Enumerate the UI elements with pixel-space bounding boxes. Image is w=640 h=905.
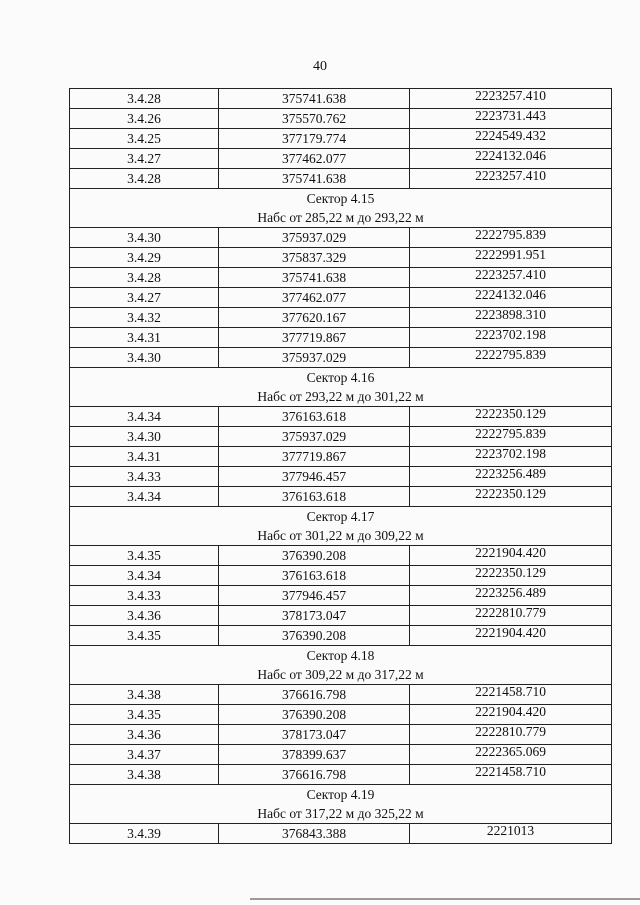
y-coordinate-cell: 2222350.129 <box>475 486 546 501</box>
table-row <box>70 149 612 169</box>
x-coordinate-cell: 377719.867 <box>281 449 347 464</box>
point-id-cell: 3.4.34 <box>127 409 161 424</box>
coordinates-table <box>69 88 612 844</box>
point-id-cell: 3.4.35 <box>127 548 161 563</box>
x-coordinate-cell: 375937.029 <box>281 350 347 365</box>
table-row <box>70 169 612 189</box>
sector-header-row <box>70 646 612 666</box>
point-id-cell: 3.4.31 <box>127 449 161 464</box>
height-range-row <box>70 665 612 685</box>
x-coordinate-cell: 375937.029 <box>281 230 347 245</box>
x-coordinate-cell: 376843.388 <box>281 826 347 841</box>
table-row <box>70 308 612 328</box>
y-coordinate-cell: 2223898.310 <box>475 307 546 322</box>
x-coordinate-cell: 376163.618 <box>281 409 347 424</box>
x-coordinate-cell: 376390.208 <box>281 628 347 643</box>
point-id-cell: 3.4.37 <box>127 747 161 762</box>
sector-title: Сектор 4.18 <box>70 646 612 666</box>
table-row <box>70 447 612 467</box>
point-id-cell: 3.4.32 <box>127 310 161 325</box>
point-id-cell: 3.4.35 <box>127 707 161 722</box>
point-id-cell: 3.4.29 <box>127 250 161 265</box>
x-coordinate-cell: 377179.774 <box>281 131 347 146</box>
height-range: Набс от 317,22 м до 325,22 м <box>70 804 612 824</box>
point-id-cell: 3.4.28 <box>127 171 161 186</box>
x-coordinate-cell: 376616.798 <box>281 767 347 782</box>
point-id-cell: 3.4.34 <box>127 489 161 504</box>
x-coordinate-cell: 377719.867 <box>281 330 347 345</box>
y-coordinate-cell: 2221458.710 <box>475 764 546 779</box>
x-coordinate-cell: 377462.077 <box>281 290 347 305</box>
point-id-cell: 3.4.38 <box>127 687 161 702</box>
table-row <box>70 407 612 427</box>
height-range-row <box>70 526 612 546</box>
table-row <box>70 89 612 109</box>
y-coordinate-cell: 2222810.779 <box>475 605 546 620</box>
y-coordinate-cell: 2224132.046 <box>475 287 546 302</box>
height-range: Набс от 285,22 м до 293,22 м <box>70 208 612 228</box>
table-row <box>70 228 612 248</box>
height-range: Набс от 301,22 м до 309,22 м <box>70 526 612 546</box>
table-row <box>70 268 612 288</box>
point-id-cell: 3.4.27 <box>127 151 161 166</box>
table-row <box>70 685 612 705</box>
x-coordinate-cell: 375837.329 <box>281 250 347 265</box>
y-coordinate-cell: 2221458.710 <box>475 684 546 699</box>
sector-title: Сектор 4.16 <box>70 368 612 388</box>
table-row <box>70 606 612 626</box>
y-coordinate-cell: 2222365.069 <box>475 744 546 759</box>
table-row <box>70 328 612 348</box>
y-coordinate-cell: 2223257.410 <box>475 88 546 103</box>
table-row <box>70 824 612 844</box>
page-number: 40 <box>313 59 327 74</box>
point-id-cell: 3.4.34 <box>127 568 161 583</box>
table-row <box>70 765 612 785</box>
x-coordinate-cell: 376390.208 <box>281 548 347 563</box>
x-coordinate-cell: 376163.618 <box>281 489 347 504</box>
y-coordinate-cell: 2223702.198 <box>475 327 546 342</box>
y-coordinate-cell: 2222350.129 <box>475 565 546 580</box>
x-coordinate-cell: 376616.798 <box>281 687 347 702</box>
y-coordinate-cell: 2222795.839 <box>475 227 546 242</box>
table-row <box>70 109 612 129</box>
y-coordinate-cell: 2222350.129 <box>475 406 546 421</box>
table-row <box>70 348 612 368</box>
table-row <box>70 129 612 149</box>
table-row <box>70 288 612 308</box>
point-id-cell: 3.4.36 <box>127 727 161 742</box>
x-coordinate-cell: 375741.638 <box>281 270 347 285</box>
height-range: Набс от 293,22 м до 301,22 м <box>70 387 612 407</box>
x-coordinate-cell: 376390.208 <box>281 707 347 722</box>
point-id-cell: 3.4.33 <box>127 588 161 603</box>
table-row <box>70 586 612 606</box>
height-range-row <box>70 804 612 824</box>
y-coordinate-cell: 2221904.420 <box>475 545 546 560</box>
y-coordinate-cell: 2222795.839 <box>475 426 546 441</box>
sector-header-row <box>70 785 612 805</box>
x-coordinate-cell: 378173.047 <box>281 727 347 742</box>
y-coordinate-cell: 2223256.489 <box>475 585 546 600</box>
point-id-cell: 3.4.25 <box>127 131 161 146</box>
point-id-cell: 3.4.26 <box>127 111 161 126</box>
table-row <box>70 467 612 487</box>
point-id-cell: 3.4.33 <box>127 469 161 484</box>
table-row <box>70 427 612 447</box>
point-id-cell: 3.4.38 <box>127 767 161 782</box>
point-id-cell: 3.4.39 <box>127 826 161 841</box>
x-coordinate-cell: 378173.047 <box>281 608 347 623</box>
point-id-cell: 3.4.28 <box>127 91 161 106</box>
table-row <box>70 487 612 507</box>
table-row <box>70 745 612 765</box>
point-id-cell: 3.4.28 <box>127 270 161 285</box>
x-coordinate-cell: 375937.029 <box>281 429 347 444</box>
y-coordinate-cell: 2222991.951 <box>475 247 546 262</box>
x-coordinate-cell: 375741.638 <box>281 171 347 186</box>
x-coordinate-cell: 377946.457 <box>281 588 347 603</box>
y-coordinate-cell: 2224549.432 <box>475 128 546 143</box>
height-range: Набс от 309,22 м до 317,22 м <box>70 665 612 685</box>
x-coordinate-cell: 375741.638 <box>281 91 347 106</box>
y-coordinate-cell: 2222795.839 <box>475 347 546 362</box>
x-coordinate-cell: 377462.077 <box>281 151 347 166</box>
point-id-cell: 3.4.31 <box>127 330 161 345</box>
table-row <box>70 248 612 268</box>
x-coordinate-cell: 378399.637 <box>281 747 347 762</box>
point-id-cell: 3.4.35 <box>127 628 161 643</box>
y-coordinate-cell: 2224132.046 <box>475 148 546 163</box>
y-coordinate-cell: 2223731.443 <box>475 108 546 123</box>
table-row <box>70 546 612 566</box>
point-id-cell: 3.4.36 <box>127 608 161 623</box>
sector-title: Сектор 4.17 <box>70 507 612 527</box>
x-coordinate-cell: 377946.457 <box>281 469 347 484</box>
y-coordinate-cell: 2221013 <box>486 823 535 838</box>
point-id-cell: 3.4.30 <box>127 350 161 365</box>
y-coordinate-cell: 2223702.198 <box>475 446 546 461</box>
height-range-row <box>70 387 612 407</box>
point-id-cell: 3.4.27 <box>127 290 161 305</box>
sector-title: Сектор 4.15 <box>70 189 612 209</box>
table-row <box>70 626 612 646</box>
y-coordinate-cell: 2223257.410 <box>475 267 546 282</box>
sector-header-row <box>70 189 612 209</box>
x-coordinate-cell: 375570.762 <box>281 111 347 126</box>
height-range-row <box>70 208 612 228</box>
footer-rule <box>250 898 640 900</box>
y-coordinate-cell: 2223256.489 <box>475 466 546 481</box>
sector-header-row <box>70 368 612 388</box>
coordinates-table-body <box>70 89 612 844</box>
x-coordinate-cell: 377620.167 <box>281 310 347 325</box>
y-coordinate-cell: 2222810.779 <box>475 724 546 739</box>
point-id-cell: 3.4.30 <box>127 230 161 245</box>
x-coordinate-cell: 376163.618 <box>281 568 347 583</box>
point-id-cell: 3.4.30 <box>127 429 161 444</box>
table-row <box>70 725 612 745</box>
y-coordinate-cell: 2221904.420 <box>475 625 546 640</box>
sector-header-row <box>70 507 612 527</box>
sector-title: Сектор 4.19 <box>70 785 612 805</box>
table-row <box>70 566 612 586</box>
y-coordinate-cell: 2223257.410 <box>475 168 546 183</box>
y-coordinate-cell: 2221904.420 <box>475 704 546 719</box>
table-row <box>70 705 612 725</box>
